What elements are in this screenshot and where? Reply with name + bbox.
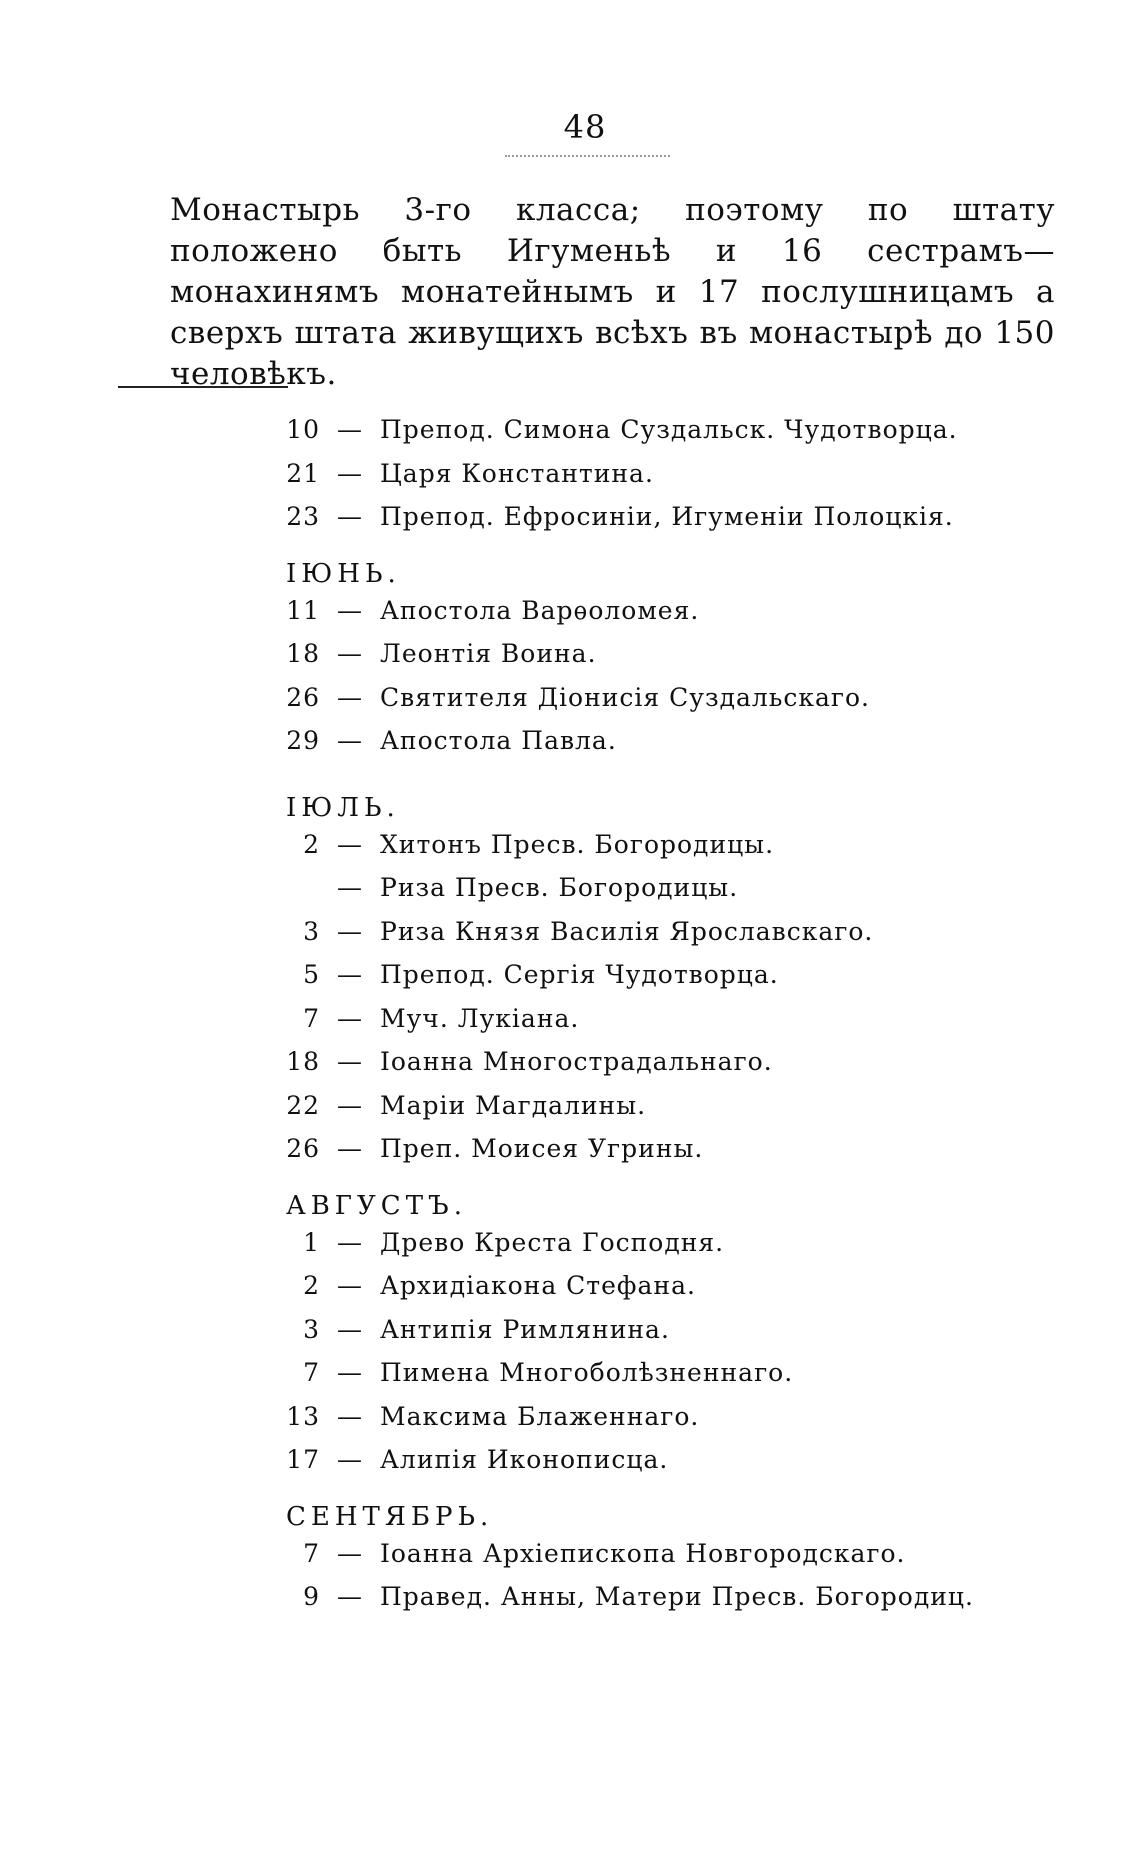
calendar-entry (286, 1228, 986, 1272)
month-title-june: ІЮНЬ. (286, 558, 401, 589)
entry-dash: — (337, 960, 363, 989)
entry-dash: — (337, 1227, 363, 1257)
entry-name: Апостола Варѳоломея. (380, 595, 700, 625)
calendar-entry (286, 639, 986, 683)
calendar-entry (286, 1358, 986, 1402)
entry-dash: — (337, 1445, 363, 1474)
entry-dash: — (337, 595, 363, 625)
calendar-entry (286, 1047, 986, 1091)
entry-name: Алипія Иконописца. (380, 1445, 669, 1474)
entry-day: 2 (303, 1271, 320, 1300)
entry-name: Риза Пресв. Богородицы. (380, 873, 739, 902)
calendar-entry (286, 1582, 986, 1626)
calendar-entry (286, 596, 986, 640)
entry-dash: — (337, 682, 363, 712)
calendar-entry (286, 1004, 986, 1048)
month-gap (286, 770, 986, 780)
calendar-entry (286, 830, 986, 874)
entry-dash: — (337, 639, 363, 668)
entry-dash: — (337, 1134, 363, 1163)
entry-day: 23 (286, 502, 320, 531)
entry-name: Максима Блаженнаго. (380, 1401, 700, 1431)
month-title-august: АВГУСТЪ. (286, 1190, 467, 1221)
calendar-entry (286, 1134, 986, 1178)
entry-name: Хитонъ Пресв. Богородицы. (380, 829, 775, 859)
calendar-entry (286, 1539, 986, 1583)
calendar-entry (286, 960, 986, 1004)
entry-dash: — (337, 1003, 363, 1033)
calendar-entry (286, 1402, 986, 1446)
entry-day: 11 (286, 595, 320, 625)
entry-name: Правед. Анны, Матери Пресв. Богородиц. (380, 1582, 974, 1611)
month-title-september: СЕНТЯБРЬ. (286, 1501, 494, 1532)
calendar-entry (286, 873, 986, 917)
entry-day: 5 (303, 960, 320, 989)
entry-day: 29 (286, 726, 320, 755)
entry-dash: — (337, 1090, 363, 1120)
entry-name: Архидіакона Стефана. (380, 1271, 696, 1300)
entry-day: 18 (286, 1047, 320, 1076)
entry-dash: — (337, 873, 363, 902)
entry-dash: — (337, 1271, 363, 1300)
entry-day: 10 (286, 415, 320, 444)
entry-name: Святителя Діонисія Суздальскаго. (380, 682, 870, 712)
entry-day: 1 (303, 1227, 320, 1257)
entry-day: 21 (286, 458, 320, 488)
entry-day: 3 (303, 1314, 320, 1344)
section-divider (118, 386, 288, 388)
entry-name: Царя Константина. (380, 458, 654, 488)
month-title-july: ІЮЛЬ. (286, 792, 400, 823)
entry-day: 26 (286, 1134, 320, 1163)
calendar-entry (286, 502, 986, 546)
entry-name: Древо Креста Господня. (380, 1227, 725, 1257)
entry-name: Маріи Магдалины. (380, 1090, 647, 1120)
entry-day: 9 (303, 1582, 320, 1611)
entry-day: 2 (303, 829, 320, 859)
entry-dash: — (337, 415, 363, 444)
entry-name: Риза Князя Василія Ярославскаго. (380, 916, 874, 946)
entry-name: Преп. Моисея Угрины. (380, 1134, 704, 1163)
calendar-entry (286, 1445, 986, 1489)
calendar-entry (286, 415, 986, 459)
page-number-rule (505, 155, 670, 157)
calendar-entry (286, 917, 986, 961)
entry-dash: — (337, 1314, 363, 1344)
entry-dash: — (337, 1047, 363, 1076)
entry-name: Антипія Римлянина. (380, 1314, 670, 1344)
entry-dash: — (337, 1401, 363, 1431)
entry-name: Іоанна Многострадальнаго. (380, 1047, 773, 1076)
entry-name: Апостола Павла. (380, 726, 617, 755)
entry-name: Муч. Лукіана. (380, 1003, 580, 1033)
entry-dash: — (337, 1582, 363, 1611)
calendar-entry (286, 683, 986, 727)
feast-calendar (286, 415, 986, 1626)
calendar-entry (286, 459, 986, 503)
entry-dash: — (337, 829, 363, 859)
entry-name: Препод. Симона Суздальск. Чудотворца. (380, 415, 958, 444)
entry-day: 3 (303, 916, 320, 946)
calendar-entry (286, 1271, 986, 1315)
calendar-entry (286, 726, 986, 770)
entry-dash: — (337, 502, 363, 531)
entry-day: 13 (286, 1401, 320, 1431)
calendar-entry (286, 1091, 986, 1135)
entry-day: 22 (286, 1090, 320, 1120)
entry-dash: — (337, 458, 363, 488)
entry-name: Пимена Многоболѣзненнаго. (380, 1358, 794, 1387)
entry-name: Іоанна Архіепископа Новгородскаго. (380, 1538, 906, 1568)
intro-paragraph: Монастырь 3-го класса; поэтому по штату положено быть Игуменьѣ и 16 сестрамъ—монахинямъ монатейнымъ и 17 послушницамъ а сверхъ штата живущихъ всѣхъ въ монастырѣ до 150 человѣкъ. (170, 192, 1055, 392)
entry-name: Препод. Ефросиніи, Игуменіи Полоцкія. (380, 502, 954, 531)
entry-dash: — (337, 1538, 363, 1568)
entry-dash: — (337, 726, 363, 755)
entry-day: 7 (303, 1358, 320, 1387)
entry-day: 7 (303, 1003, 320, 1033)
entry-name: Леонтія Воина. (380, 639, 597, 668)
entry-name: Препод. Сергія Чудотворца. (380, 960, 779, 989)
entry-day: 18 (286, 639, 320, 668)
entry-day: 26 (286, 682, 320, 712)
entry-dash: — (337, 916, 363, 946)
entry-day: 17 (286, 1445, 320, 1474)
entry-dash: — (337, 1358, 363, 1387)
page-number: 48 (563, 108, 607, 146)
entry-day: 7 (303, 1538, 320, 1568)
calendar-entry (286, 1315, 986, 1359)
